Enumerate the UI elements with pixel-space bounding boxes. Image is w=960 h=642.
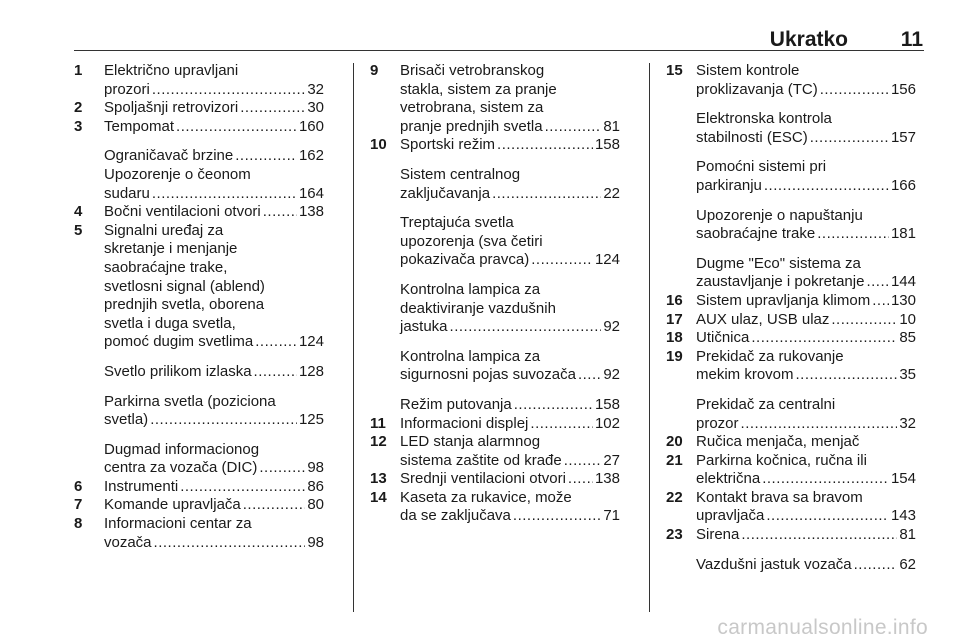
dot-leader (492, 185, 601, 204)
page-reference[interactable]: 32 (899, 414, 916, 432)
entry-reference-line (696, 311, 916, 330)
entry-reference-line (696, 81, 916, 100)
entry-reference-line (696, 225, 916, 244)
index-entry (666, 348, 916, 385)
callout-number: 21 (666, 451, 683, 469)
page-reference[interactable]: 158 (594, 136, 620, 154)
entry-reference-line (104, 478, 324, 497)
entry-text-line: Prekidač za rukovanje (696, 347, 844, 365)
index-entry (666, 329, 916, 348)
index-entry (370, 281, 620, 337)
entry-reference-line (696, 273, 916, 292)
entry-text-line: LED stanja alarmnog (400, 433, 541, 451)
page-reference[interactable]: 143 (890, 507, 916, 525)
entry-reference-line (400, 452, 620, 471)
entry-text-line: Prekidač za centralni (696, 395, 836, 413)
entry-label: Ograničavač brzine (104, 147, 234, 165)
page-reference[interactable]: 80 (307, 496, 324, 514)
entry-text-line: Parkirna kočnica, ručna ili (696, 451, 867, 469)
dot-leader (810, 129, 889, 148)
entry-reference-line (104, 459, 324, 478)
page-header (0, 0, 960, 50)
entry-label: saobraćajne trake (696, 225, 816, 243)
index-entry (74, 478, 324, 497)
entry-text-line: Pomoćni sistemi pri (696, 158, 827, 176)
dot-leader (150, 411, 297, 430)
entry-text-line: prednjih svetla, oborena (104, 296, 265, 314)
entry-reference-line (400, 251, 620, 270)
entry-label: jastuka (400, 318, 448, 336)
page-reference[interactable]: 158 (594, 395, 620, 413)
entry-text-line: Kaseta za rukavice, može (400, 488, 572, 506)
callout-number: 19 (666, 347, 683, 365)
callout-number: 3 (74, 117, 83, 135)
entry-reference-line (104, 147, 324, 166)
dot-leader (545, 118, 602, 137)
entry-reference-line (696, 129, 916, 148)
index-entry (666, 62, 916, 99)
page-title: Ukratko (769, 28, 848, 51)
entry-text-line: Sistem centralnog (400, 165, 521, 183)
entry-label: pomoć dugim svetlima (104, 333, 254, 351)
entry-text-line: Signalni uređaj za (104, 221, 224, 239)
entry-reference-line (104, 496, 324, 515)
entry-text-line: Upozorenje o čeonom (104, 165, 251, 183)
entry-reference-line (400, 470, 620, 489)
index-entry (370, 136, 620, 155)
callout-number: 8 (74, 515, 83, 533)
index-entry (370, 415, 620, 434)
index-entry (74, 515, 324, 552)
callout-number: 4 (74, 203, 83, 221)
entry-label: prozori (104, 80, 150, 98)
dot-leader (872, 292, 889, 311)
entry-reference-line (104, 99, 324, 118)
header-rule (74, 50, 924, 51)
index-entry (74, 496, 324, 515)
entry-label: Bočni ventilacioni otvori (104, 203, 261, 221)
entry-label: pokazivača pravca) (400, 251, 530, 269)
index-column-3 (666, 62, 916, 574)
entry-reference-line (104, 363, 324, 382)
index-entry (74, 441, 324, 478)
dot-leader (564, 452, 602, 471)
entry-label: sudaru (104, 184, 150, 202)
dot-leader (235, 147, 297, 166)
entry-label: sistema zaštite od krađe (400, 451, 562, 469)
entry-label: Srednji ventilacioni otvori (400, 470, 566, 488)
entry-reference-line (400, 185, 620, 204)
dot-leader (831, 311, 897, 330)
index-entry (74, 147, 324, 166)
dot-leader (568, 470, 593, 489)
index-entry (370, 396, 620, 415)
dot-leader (820, 81, 889, 100)
page-reference[interactable]: 138 (298, 203, 324, 221)
dot-leader (154, 534, 306, 553)
index-entry (74, 393, 324, 430)
page-reference[interactable]: 10 (899, 310, 916, 328)
index-entry (370, 489, 620, 526)
index-column-2 (370, 62, 620, 526)
page-reference[interactable]: 92 (603, 366, 620, 384)
callout-number: 14 (370, 488, 387, 506)
index-entry (370, 62, 620, 136)
entry-reference-line (400, 136, 620, 155)
callout-number: 23 (666, 526, 683, 544)
index-entry (666, 158, 916, 195)
entry-text-line: Informacioni centar za (104, 515, 252, 533)
entry-label: Režim putovanja (400, 395, 512, 413)
page-reference[interactable]: 86 (307, 477, 324, 495)
dot-leader (255, 333, 297, 352)
dot-leader (513, 507, 601, 526)
entry-text-line: vetrobrana, sistem za (400, 99, 544, 117)
entry-text-line: upozorenja (sva četiri (400, 232, 543, 250)
page-reference[interactable]: 81 (899, 526, 916, 544)
index-entry (370, 433, 620, 470)
page-reference[interactable]: 22 (603, 184, 620, 202)
entry-label: Utičnica (696, 329, 750, 347)
dot-leader (741, 415, 898, 434)
index-entry (74, 99, 324, 118)
entry-label: vozača (104, 533, 152, 551)
index-entry (370, 470, 620, 489)
page-reference[interactable]: 164 (298, 184, 324, 202)
dot-leader (817, 225, 889, 244)
entry-text-line: Brisači vetrobranskog (400, 62, 545, 79)
page-reference[interactable]: 85 (899, 329, 916, 347)
dot-leader (531, 251, 593, 270)
index-entry (666, 207, 916, 244)
page-reference[interactable]: 92 (603, 318, 620, 336)
dot-leader (578, 366, 601, 385)
entry-reference-line (696, 329, 916, 348)
entry-label: stabilnosti (ESC) (696, 128, 808, 146)
callout-number: 22 (666, 488, 683, 506)
page-number: 11 (900, 28, 923, 51)
entry-label: pranje prednjih svetla (400, 117, 543, 135)
page-reference[interactable]: 98 (307, 533, 324, 551)
entry-label: da se zaključava (400, 507, 511, 525)
index-entry (666, 110, 916, 147)
entry-text-line: Kontakt brava sa bravom (696, 488, 863, 506)
dot-leader (762, 470, 889, 489)
page-reference[interactable]: 166 (890, 176, 916, 194)
entry-text-line: skretanje i menjanje (104, 240, 238, 258)
callout-number: 20 (666, 433, 683, 451)
dot-leader (530, 415, 593, 434)
dot-leader (450, 318, 602, 337)
index-entry (370, 214, 620, 270)
entry-label: Informacioni displej (400, 414, 529, 432)
page-reference[interactable]: 162 (298, 147, 324, 165)
index-entry (666, 292, 916, 311)
dot-leader (176, 118, 297, 137)
page-reference[interactable]: 138 (594, 470, 620, 488)
entry-label: Sistem upravljanja klimom (696, 291, 871, 309)
page-reference[interactable]: 32 (307, 80, 324, 98)
page-reference[interactable]: 160 (298, 117, 324, 135)
callout-number: 13 (370, 470, 387, 488)
dot-leader (152, 185, 297, 204)
entry-text-line: Kontrolna lampica za (400, 280, 541, 298)
entry-reference-line (696, 292, 916, 311)
entry-text-line: stakla, sistem za pranje (400, 80, 557, 98)
dot-leader (263, 203, 297, 222)
dot-leader (514, 396, 593, 415)
entry-reference-line (104, 411, 324, 430)
entry-text-line: Upozorenje o napuštanju (696, 206, 863, 224)
page-reference[interactable]: 98 (307, 459, 324, 477)
entry-label: parkiranju (696, 176, 762, 194)
entry-label: centra za vozača (DIC) (104, 459, 258, 477)
entry-reference-line (400, 118, 620, 137)
dot-leader (764, 177, 889, 196)
entry-reference-line (400, 507, 620, 526)
entry-text-line: Sistem kontrole (696, 62, 800, 79)
index-entry (666, 556, 916, 575)
callout-number: 11 (370, 414, 386, 432)
dot-leader (796, 366, 898, 385)
entry-label: električna (696, 470, 761, 488)
entry-label: Sportski režim (400, 136, 496, 154)
dot-leader (259, 459, 305, 478)
entry-reference-line (104, 118, 324, 137)
index-entry (74, 203, 324, 222)
index-entry (370, 348, 620, 385)
index-entry (74, 363, 324, 382)
entry-text-line: Ručica menjača, menjač (696, 433, 860, 451)
entry-reference-line (104, 333, 324, 352)
callout-number: 12 (370, 433, 387, 451)
entry-reference-line (696, 507, 916, 526)
index-entry (666, 255, 916, 292)
entry-label: Svetlo prilikom izlaska (104, 362, 252, 380)
entry-text-line: svetla i duga svetla, (104, 314, 236, 332)
entry-reference-line (104, 185, 324, 204)
entry-text-line: Dugme "Eco" sistema za (696, 254, 861, 272)
dot-leader (741, 526, 897, 545)
entry-label: Spoljašnji retrovizori (104, 99, 239, 117)
entry-label: prozor (696, 414, 739, 432)
dot-leader (751, 329, 897, 348)
page-reference[interactable]: 124 (298, 333, 324, 351)
page-reference[interactable]: 154 (890, 470, 916, 488)
index-entry (74, 62, 324, 99)
entry-reference-line (104, 534, 324, 553)
index-entry (666, 452, 916, 489)
page-reference[interactable]: 81 (603, 117, 620, 135)
dot-leader (180, 478, 305, 497)
entry-label: zaključavanja (400, 184, 491, 202)
entry-reference-line (696, 177, 916, 196)
callout-number: 2 (74, 99, 83, 117)
entry-text-line: Elektronska kontrola (696, 110, 832, 128)
page-reference[interactable]: 128 (298, 362, 324, 380)
callout-number: 15 (666, 62, 683, 79)
entry-label: zaustavljanje i pokretanje (696, 273, 865, 291)
entry-text-line: Kontrolna lampica za (400, 347, 541, 365)
entry-label: Sirena (696, 526, 740, 544)
callout-number: 18 (666, 329, 683, 347)
entry-label: svetla) (104, 411, 149, 429)
index-entry (74, 166, 324, 203)
entry-reference-line (400, 318, 620, 337)
entry-reference-line (104, 203, 324, 222)
entry-reference-line (696, 526, 916, 545)
index-column-1 (74, 62, 324, 552)
dot-leader (497, 136, 593, 155)
index-entry (74, 118, 324, 137)
page-reference[interactable]: 62 (899, 555, 916, 573)
entry-label: mekim krovom (696, 366, 794, 384)
entry-label: proklizavanja (TC) (696, 80, 818, 98)
entry-text-line: svetlosni signal (ablend) (104, 277, 265, 295)
page-reference[interactable]: 71 (603, 507, 620, 525)
entry-reference-line (400, 396, 620, 415)
dot-leader (243, 496, 306, 515)
entry-text-line: Treptajuća svetla (400, 214, 514, 232)
dot-leader (766, 507, 889, 526)
entry-label: Instrumenti (104, 477, 179, 495)
index-entry (666, 526, 916, 545)
dot-leader (254, 363, 297, 382)
dot-leader (152, 81, 305, 100)
entry-label: AUX ulaz, USB ulaz (696, 310, 830, 328)
index-entry (666, 396, 916, 433)
page-reference[interactable]: 102 (594, 414, 620, 432)
entry-reference-line (400, 415, 620, 434)
callout-number: 9 (370, 62, 379, 79)
callout-number: 16 (666, 291, 683, 309)
page-reference[interactable]: 144 (890, 273, 916, 291)
page-reference[interactable]: 35 (899, 366, 916, 384)
index-entry (666, 311, 916, 330)
entry-reference-line (104, 81, 324, 100)
entry-reference-line (696, 470, 916, 489)
page-reference[interactable]: 124 (594, 251, 620, 269)
page-reference[interactable]: 125 (298, 411, 324, 429)
entry-text-line: deaktiviranje vazdušnih (400, 299, 556, 317)
entry-label: Komande upravljača (104, 496, 241, 514)
entry-reference-line (400, 366, 620, 385)
page-reference[interactable]: 30 (307, 99, 324, 117)
callout-number: 5 (74, 221, 83, 239)
callout-number: 10 (370, 136, 387, 154)
callout-number: 6 (74, 477, 83, 495)
page-reference[interactable]: 130 (890, 291, 916, 309)
entry-label: upravljača (696, 507, 765, 525)
index-entry (74, 222, 324, 352)
dot-leader (240, 99, 305, 118)
callout-number: 1 (74, 62, 83, 79)
watermark: carmanualsonline.info (717, 616, 928, 639)
dot-leader (866, 273, 889, 292)
column-divider (649, 63, 650, 612)
entry-text-line: saobraćajne trake, (104, 258, 228, 276)
entry-text-line: Električno upravljani (104, 62, 239, 79)
column-divider (353, 63, 354, 612)
entry-label: Vazdušni jastuk vozača (696, 555, 852, 573)
page-reference[interactable]: 181 (890, 225, 916, 243)
entry-text-line: Dugmad informacionog (104, 440, 260, 458)
page-reference[interactable]: 27 (603, 451, 620, 469)
dot-leader (854, 556, 898, 575)
entry-label: Tempomat (104, 117, 175, 135)
page-reference[interactable]: 156 (890, 80, 916, 98)
index-entry (666, 433, 916, 452)
entry-reference-line (696, 415, 916, 434)
index-entry (370, 166, 620, 203)
entry-reference-line (696, 556, 916, 575)
callout-number: 17 (666, 310, 683, 328)
entry-text-line: Parkirna svetla (poziciona (104, 392, 276, 410)
entry-reference-line (696, 366, 916, 385)
entry-label: sigurnosni pojas suvozača (400, 366, 576, 384)
index-entry (666, 489, 916, 526)
page-reference[interactable]: 157 (890, 128, 916, 146)
callout-number: 7 (74, 496, 83, 514)
